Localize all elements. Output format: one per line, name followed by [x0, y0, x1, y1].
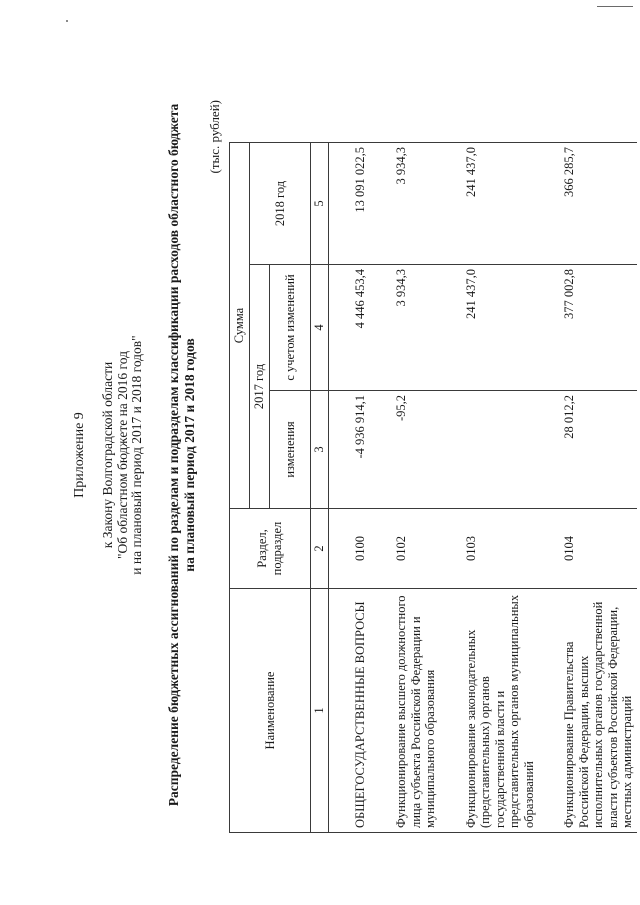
header-sum: Сумма [230, 143, 250, 509]
law-reference [101, 5, 145, 905]
row-with-changes: 377 002,8 [560, 265, 637, 391]
column-number: 5 [311, 143, 329, 265]
row-changes [462, 391, 539, 509]
row-changes: 28 012,2 [560, 391, 637, 509]
header-year-2018: 2018 год [250, 143, 311, 265]
header-section: Раздел, подраздел [230, 509, 311, 589]
appendix-label: Приложение 9 [72, 412, 87, 498]
row-name: ОБЩЕГОСУДАРСТВЕННЫЕ ВОПРОСЫ [351, 589, 370, 833]
column-number: 1 [311, 589, 329, 833]
row-name: Функционирование Правительства Российской Федерации, высших исполнительных органов государственной власти субъектов Российской Федерации, местных администраций [560, 589, 637, 833]
title-line: Распределение бюджетных ассигнований по разделам и подразделам классификации расходов областного бюджета [166, 103, 181, 807]
row-code: 0103 [462, 509, 539, 589]
header-year-2017: 2017 год [250, 265, 270, 509]
row-with-changes: 241 437,0 [462, 265, 539, 391]
column-number: 3 [311, 391, 329, 509]
row-code: 0104 [560, 509, 637, 589]
row-changes: -95,2 [392, 391, 440, 509]
header-changes: изменения [270, 391, 311, 509]
table-row [392, 143, 440, 833]
row-2018: 3 934,3 [392, 143, 440, 265]
units-label: (тыс. рублей) [207, 100, 222, 174]
law-line: "Об областном бюджете на 2016 год [114, 351, 130, 559]
table-row [560, 143, 637, 833]
table-row [462, 143, 539, 833]
rotated-document-sheet [0, 5, 640, 905]
column-number: 4 [311, 265, 329, 391]
row-2018: 13 091 022,5 [351, 143, 370, 265]
table-header [230, 143, 329, 833]
table-row [351, 143, 370, 833]
table-body [329, 143, 637, 833]
column-number: 2 [311, 509, 329, 589]
header-with-changes: с учетом изменений [270, 265, 311, 391]
row-with-changes: 3 934,3 [392, 265, 440, 391]
header-name: Наименование [230, 589, 311, 833]
column-number-row [311, 143, 329, 833]
row-name: Функционирование высшего должностного лица субъекта Российской Федерации и муниципального образования [392, 589, 440, 833]
law-line: к Закону Волгоградской области [100, 361, 115, 549]
budget-allocation-table [229, 142, 637, 833]
row-code: 0102 [392, 509, 440, 589]
document-title [166, 5, 198, 905]
row-2018: 366 285,7 [560, 143, 637, 265]
row-code: 0100 [351, 509, 370, 589]
law-line: и на плановый период 2017 и 2018 годов" [129, 335, 144, 575]
row-2018: 241 437,0 [462, 143, 539, 265]
title-line: на плановый период 2017 и 2018 годов [182, 338, 197, 572]
row-changes: -4 936 914,1 [351, 391, 370, 509]
row-with-changes: 4 446 453,4 [351, 265, 370, 391]
row-name: Функционирование законодательных (представительных) органов государственной власти и представительных органов муниципальных образований [462, 589, 539, 833]
